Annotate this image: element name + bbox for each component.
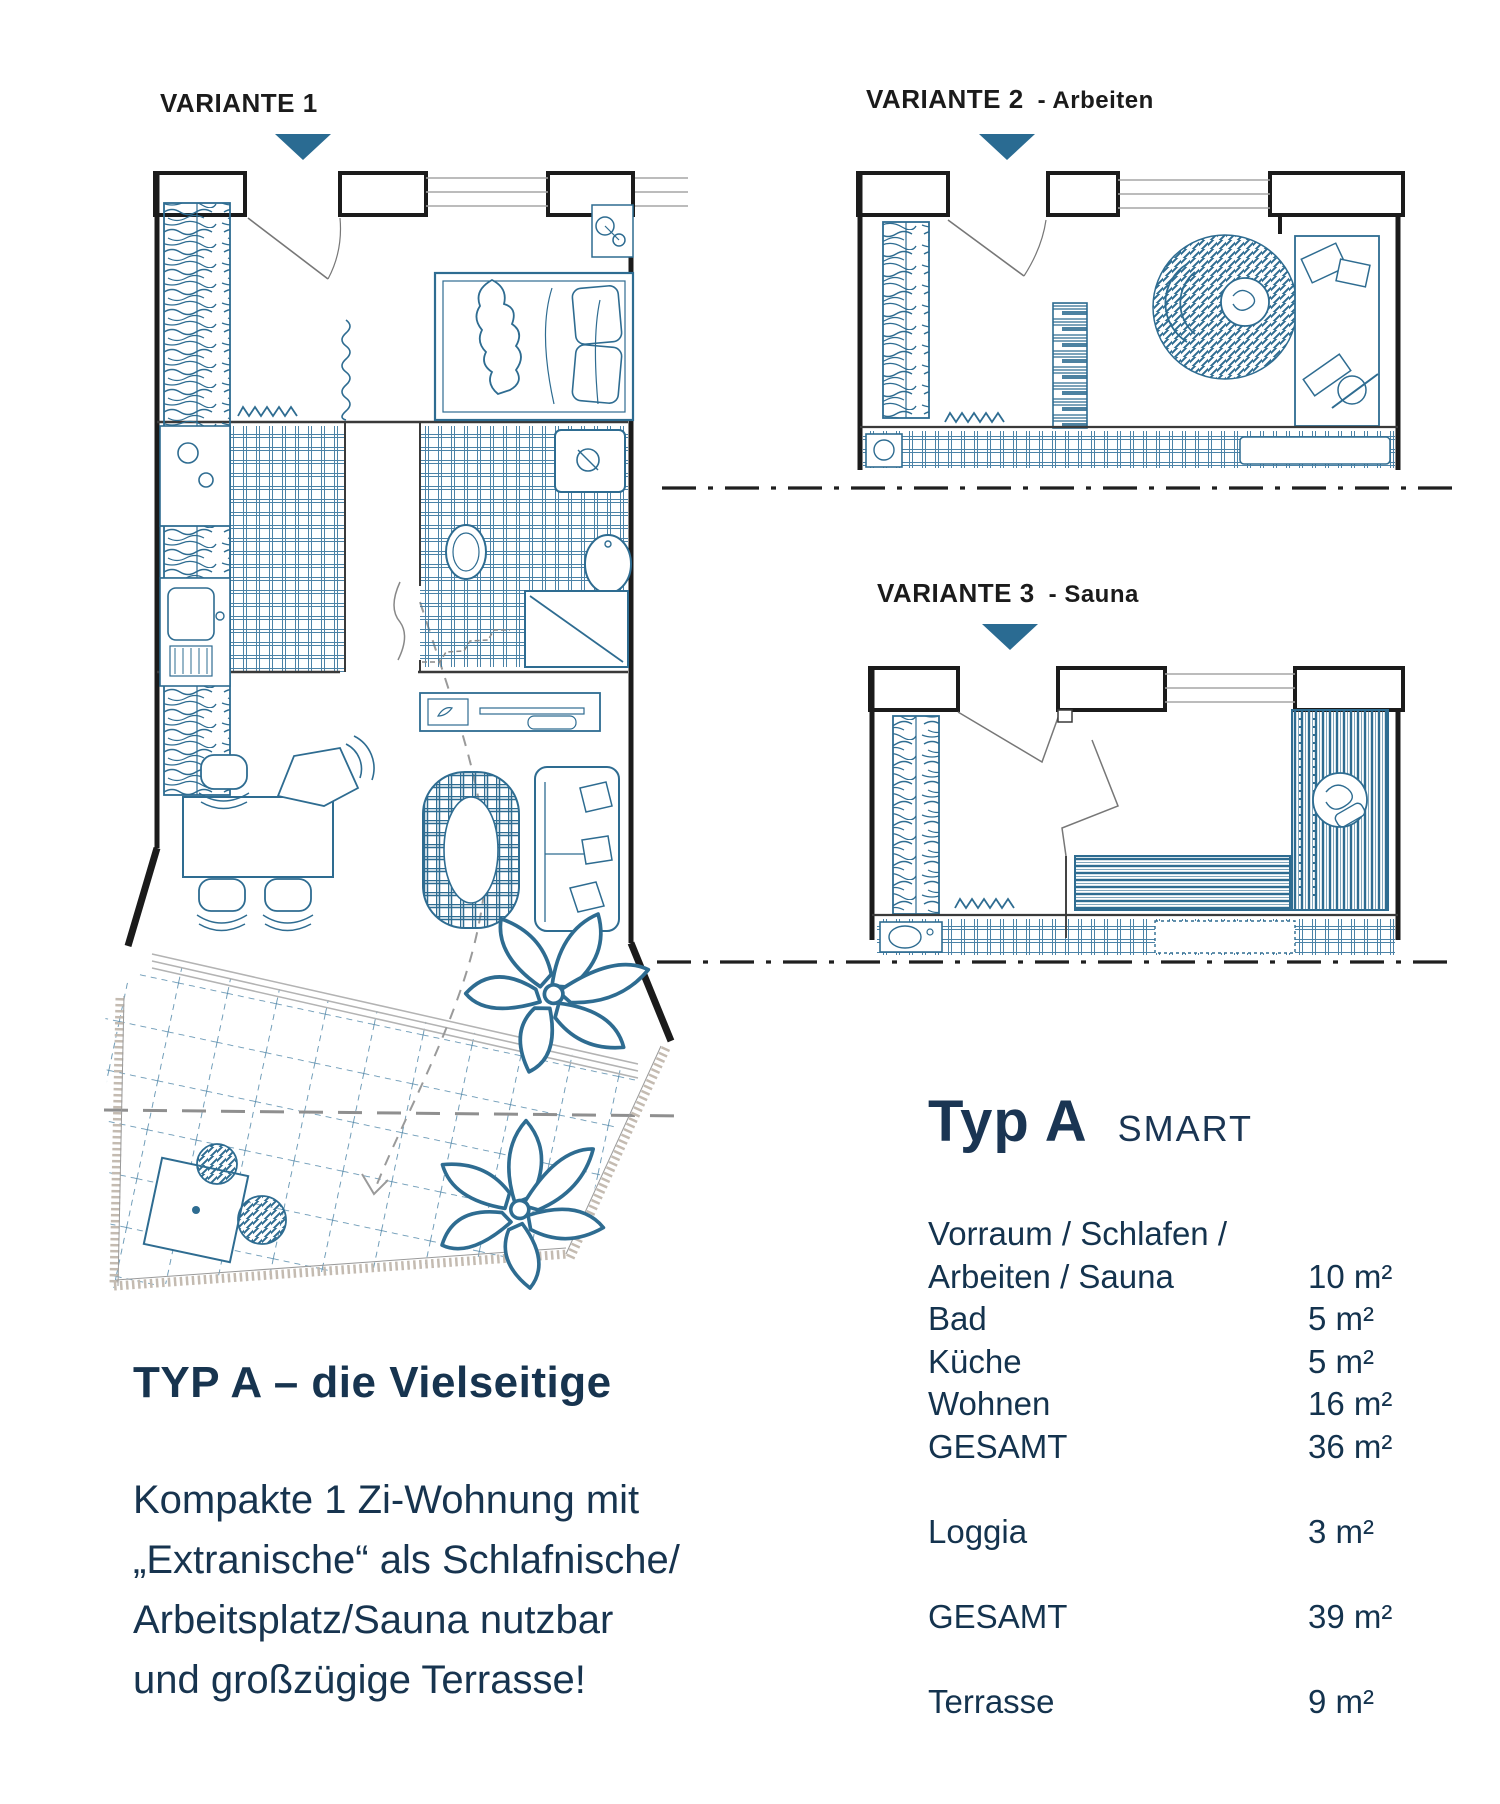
sauna-area <box>1066 710 1388 938</box>
folding-door-lines <box>958 710 1118 856</box>
dining-table-icon <box>183 797 333 877</box>
radiator-icon <box>955 899 1014 908</box>
wardrobe-icon <box>883 222 929 418</box>
sauna-person-icon <box>1313 773 1367 829</box>
variante3-label-text: VARIANTE 3 <box>877 578 1035 608</box>
bookshelf-icon <box>1053 303 1087 428</box>
window-lines <box>1165 674 1295 702</box>
table-row <box>928 1213 1408 1256</box>
shower-unit-icon <box>555 430 625 492</box>
toilet-icon <box>446 525 486 579</box>
variante2-label <box>866 84 1154 115</box>
niche-curtain-squiggle <box>342 320 350 420</box>
terrace-area <box>104 954 686 1302</box>
row-value: 16 m² <box>1308 1385 1393 1422</box>
row-label: GESAMT <box>928 1597 1068 1635</box>
table-row <box>928 1426 1408 1469</box>
section-cut-line <box>655 957 1455 967</box>
description-line: Kompakte 1 Zi-Wohnung mit <box>133 1478 640 1522</box>
row-value: 9 m² <box>1308 1682 1374 1720</box>
dining-set <box>183 736 374 931</box>
variante1-label-text: VARIANTE 1 <box>160 88 318 118</box>
terrace-stool <box>238 1196 286 1244</box>
row-value: 39 m² <box>1308 1597 1393 1635</box>
table-row <box>928 1298 1408 1341</box>
radiator-icon <box>945 413 1004 422</box>
area-table <box>928 1213 1408 1723</box>
row-label: Küche <box>928 1342 1022 1380</box>
sideboard-icon <box>420 693 600 731</box>
sauna-bench-icon <box>1075 856 1290 910</box>
desk-icon <box>1295 236 1379 426</box>
description-text <box>133 1470 680 1710</box>
kitchen-sink-icon <box>160 578 230 686</box>
row-value: 36 m² <box>1308 1427 1393 1465</box>
kitchen-sink-icon <box>880 922 942 952</box>
window-lines <box>1118 180 1270 208</box>
row-label: Loggia <box>928 1512 1028 1550</box>
floorplan-variante1 <box>100 148 690 1303</box>
cooktop-icon <box>178 443 198 463</box>
row-value: 3 m² <box>1308 1512 1374 1550</box>
chair-icon <box>197 879 247 931</box>
rug-icon <box>423 772 519 928</box>
row-label: Wohnen <box>928 1385 1051 1422</box>
description-line: „Extranische“ als Schlafnische/ <box>133 1538 680 1582</box>
kitchen-floor-tiles <box>230 426 345 672</box>
row-value: 5 m² <box>1308 1342 1374 1380</box>
description-heading: TYP A – die Vielseitige <box>133 1358 612 1407</box>
bath-door-line <box>394 582 405 660</box>
table-row <box>928 1383 1408 1426</box>
terrace-stool <box>197 1144 237 1184</box>
entry-door-icon <box>248 218 341 279</box>
table-row <box>928 1511 1408 1554</box>
chair-icon <box>263 879 313 931</box>
row-label: Arbeiten / Sauna <box>928 1257 1174 1295</box>
summary-subtitle: SMART <box>1117 1108 1254 1149</box>
variante1-label <box>160 88 318 119</box>
row-label: Bad <box>928 1300 987 1337</box>
bed-icon <box>435 273 633 420</box>
row-value: 5 m² <box>1308 1300 1374 1337</box>
description-line: Arbeitsplatz/Sauna nutzbar <box>133 1598 614 1642</box>
variante2-label-text: VARIANTE 2 <box>866 84 1024 114</box>
variante2-label-suffix: - Arbeiten <box>1037 87 1154 114</box>
floorplan-variante2 <box>740 150 1420 500</box>
row-label: Terrasse <box>928 1682 1055 1720</box>
row-label: Vorraum / Schlafen / <box>928 1215 1227 1252</box>
radiator-icon <box>238 407 297 416</box>
sofa-icon <box>535 767 619 931</box>
description-line: und großzügige Terrasse! <box>133 1658 586 1702</box>
entry-door-icon <box>948 220 1046 276</box>
row-label: GESAMT <box>928 1427 1068 1465</box>
floorplan-variante3 <box>740 640 1420 975</box>
variante3-label <box>877 578 1139 609</box>
variante3-label-suffix: - Sauna <box>1048 581 1139 608</box>
table-row <box>928 1341 1408 1384</box>
shower-tray-icon <box>1155 921 1295 953</box>
summary-title: Typ A <box>928 1089 1088 1154</box>
table-row <box>928 1596 1408 1639</box>
armchair-icon <box>278 736 374 806</box>
table-row <box>928 1681 1408 1724</box>
counter-icon <box>1240 437 1390 464</box>
shower-tray-icon <box>525 591 628 667</box>
table-row <box>928 1256 1408 1299</box>
kitchen-strip-tiles <box>877 919 1395 955</box>
row-value: 10 m² <box>1308 1257 1393 1295</box>
washing-machine-icon <box>866 434 902 467</box>
washbasin-icon <box>585 535 631 593</box>
section-cut-line <box>660 483 1455 493</box>
summary-heading <box>928 1088 1253 1155</box>
wardrobe-icon <box>893 716 939 914</box>
nightstand-icon <box>592 205 633 257</box>
